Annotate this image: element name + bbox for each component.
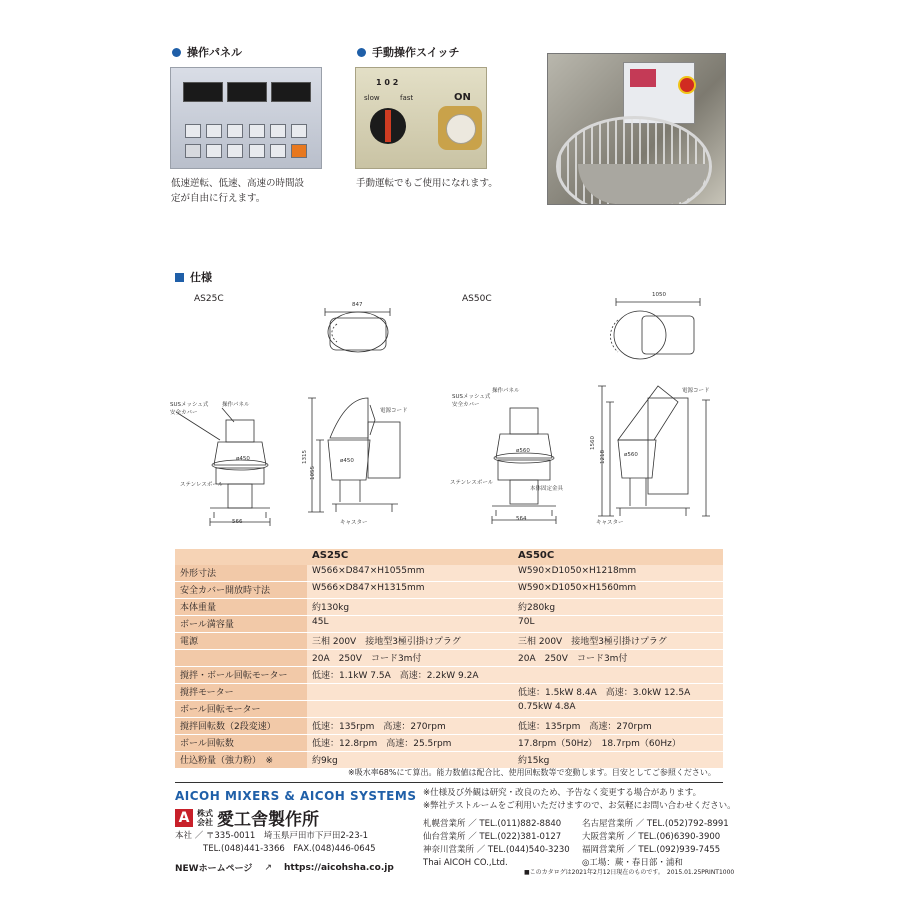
table-row: 本体重量 約130kg 約280kg: [175, 599, 723, 616]
spec-note: ※吸水率68%にて算出。能力数値は配合比、使用回転数等で変動します。目安としてご参照ください。: [348, 768, 716, 777]
b-dim-width: 564: [516, 516, 527, 522]
b-top-view-bowl: [614, 311, 666, 359]
b-top-view-body: [642, 316, 694, 354]
b-label-cord: 電源コード: [682, 388, 710, 394]
table-row: ボール満容量 45L 70L: [175, 616, 723, 633]
table-row: 20A 250V コード3m付 20A 250V コード3m付: [175, 650, 723, 667]
offices-left: [423, 818, 570, 870]
b-dim-bowl: ø560: [516, 448, 530, 454]
b-side-bowl: [618, 440, 656, 478]
table-header-row: AS25C AS50C: [175, 549, 723, 565]
bullet-icon: [357, 48, 366, 57]
a-label-caster: キャスター: [340, 520, 368, 526]
a-label-bowl: ステンレスボール: [180, 482, 224, 488]
b-label-fix: 本体固定金具: [530, 486, 564, 492]
bullet-square-icon: [175, 273, 184, 282]
b-label-bowl: ステンレスボール: [450, 480, 494, 486]
b-dim-depth: 1050: [652, 292, 666, 298]
b-dim-height: 1218: [600, 450, 606, 464]
a-side-cover: [330, 398, 368, 438]
a-side-column: [368, 422, 400, 478]
switch-caption: 手動運転でもご使用になれます。: [356, 178, 498, 189]
bullet-icon: [172, 48, 181, 57]
timer-display: [227, 82, 267, 102]
logo-mark-icon: A: [175, 809, 193, 827]
panel-button-row: [185, 144, 307, 158]
table-row: 撹拌モーター 低速：1.5kW 8.4A 高速：3.0kW 12.5A: [175, 684, 723, 701]
model-b-label: AS50C: [462, 294, 492, 304]
office-item: 神奈川営業所 ／ TEL.(044)540-3230: [423, 845, 570, 855]
b-label-cover: 安全カバー: [452, 402, 480, 408]
footer-notices: ※仕様及び外観は研究・改良のため、予告なく変更する場合があります。 ※弊社テストルームをご利用いただけますので、お気軽にお問い合わせください。: [423, 788, 736, 811]
b-dim-bowl-side: ø560: [624, 452, 638, 458]
table-row: 安全カバー開放時寸法 W566×D847×H1315mm W590×D1050×H1560mm: [175, 582, 723, 599]
timer-display: [183, 82, 223, 102]
table-row: 撹拌回転数（2段変速） 低速：135rpm 高速：270rpm 低速：135rpm 高速：270rpm: [175, 718, 723, 735]
manual-switch-image: 1 0 2 slow fast ON: [355, 67, 487, 169]
a-dim-height: 1055: [310, 466, 316, 480]
table-row: ボール回転モーター 0.75kW 4.8A: [175, 701, 723, 718]
b-dim-height-open: 1560: [590, 436, 596, 450]
a-label-cover: 安全カバー: [170, 410, 198, 416]
office-item: Thai AICOH CO.,Ltd.: [423, 858, 508, 868]
a-front-head: [226, 420, 254, 442]
link-icon: ↗: [264, 862, 272, 873]
office-item: 札幌営業所 ／ TEL.(011)882-8840: [423, 819, 562, 829]
a-dim-height-open: 1315: [302, 450, 308, 464]
control-panel-image: [170, 67, 322, 169]
website: NEWホームページ ↗ https://aicohsha.co.jp: [175, 862, 394, 874]
footer-divider: [175, 782, 723, 783]
brand-name: AICOH MIXERS & AICOH SYSTEMS: [175, 789, 417, 803]
table-row: 撹拌・ボール回転モーター 低速：1.1kW 7.5A 高速：2.2kW 9.2A: [175, 667, 723, 684]
b-label-panel: 操作パネル: [492, 388, 520, 394]
panel-caption: 低速逆転、低速、高速の時間設 定が自由に行えます。: [171, 178, 305, 204]
panel-button-row: [185, 124, 307, 138]
hq-address: 本社 ／ 〒335-0011 埼玉県戸田市下戸田2-23-1 TEL.(048)441-3366 FAX.(048)446-0645: [175, 831, 376, 854]
office-item: 大阪営業所 ／ TEL.(06)6390-3900: [582, 832, 721, 842]
offices-right: [582, 818, 729, 870]
b-label-sus: SUSメッシュ式: [452, 394, 491, 400]
mixer-photo: [547, 53, 726, 205]
office-item: 仙台営業所 ／ TEL.(022)381-0127: [423, 832, 562, 842]
b-side-column: [648, 398, 688, 494]
b-label-caster: キャスター: [596, 520, 624, 526]
panel-section-title: 操作パネル: [172, 44, 242, 60]
b-front-head: [510, 408, 538, 434]
a-top-view-body: [330, 318, 386, 350]
selector-knob-icon: [370, 108, 406, 144]
a-label-panel: 操作パネル: [222, 402, 250, 408]
a-dim-bowl: ø450: [236, 456, 250, 462]
catalog-note: ■このカタログは2021年2月12日現在のものです。 2015.01.25PRINT1000: [524, 869, 735, 876]
a-dim-depth: 847: [352, 302, 363, 308]
spec-table: [175, 549, 723, 768]
company-logo: A 株式会社 愛工舎製作所: [175, 805, 319, 830]
switch-section-title: 手動操作スイッチ: [357, 44, 460, 60]
a-dim-bowl-side: ø450: [340, 458, 354, 464]
timer-display: [271, 82, 311, 102]
technical-drawings: [170, 290, 726, 535]
a-label-cord: 電源コード: [380, 408, 408, 414]
table-row: 外形寸法 W566×D847×H1055mm W590×D1050×H1218mm: [175, 565, 723, 582]
a-label-sus: SUSメッシュ式: [170, 402, 209, 408]
table-row: 仕込粉量（強力粉） ※ 約9kg 約15kg: [175, 752, 723, 769]
office-item: 名古屋営業所 ／ TEL.(052)792-8991: [582, 819, 729, 829]
a-dim-width: 566: [232, 519, 243, 525]
table-row: ボール回転数 低速：12.8rpm 高速：25.5rpm 17.8rpm（50Hz） 18.7rpm（60Hz）: [175, 735, 723, 752]
office-item: ◎工場：蕨・春日部・浦和: [582, 858, 683, 868]
office-item: 福岡営業所 ／ TEL.(092)939-7455: [582, 845, 721, 855]
on-button-icon: [438, 106, 482, 150]
table-row: 電源 三相 200V 接地型3極引掛けプラグ 三相 200V 接地型3極引掛けプラグ: [175, 633, 723, 650]
model-a-label: AS25C: [194, 294, 224, 304]
spec-section-title: 仕様: [175, 269, 212, 285]
website-link[interactable]: https://aicohsha.co.jp: [283, 862, 394, 873]
